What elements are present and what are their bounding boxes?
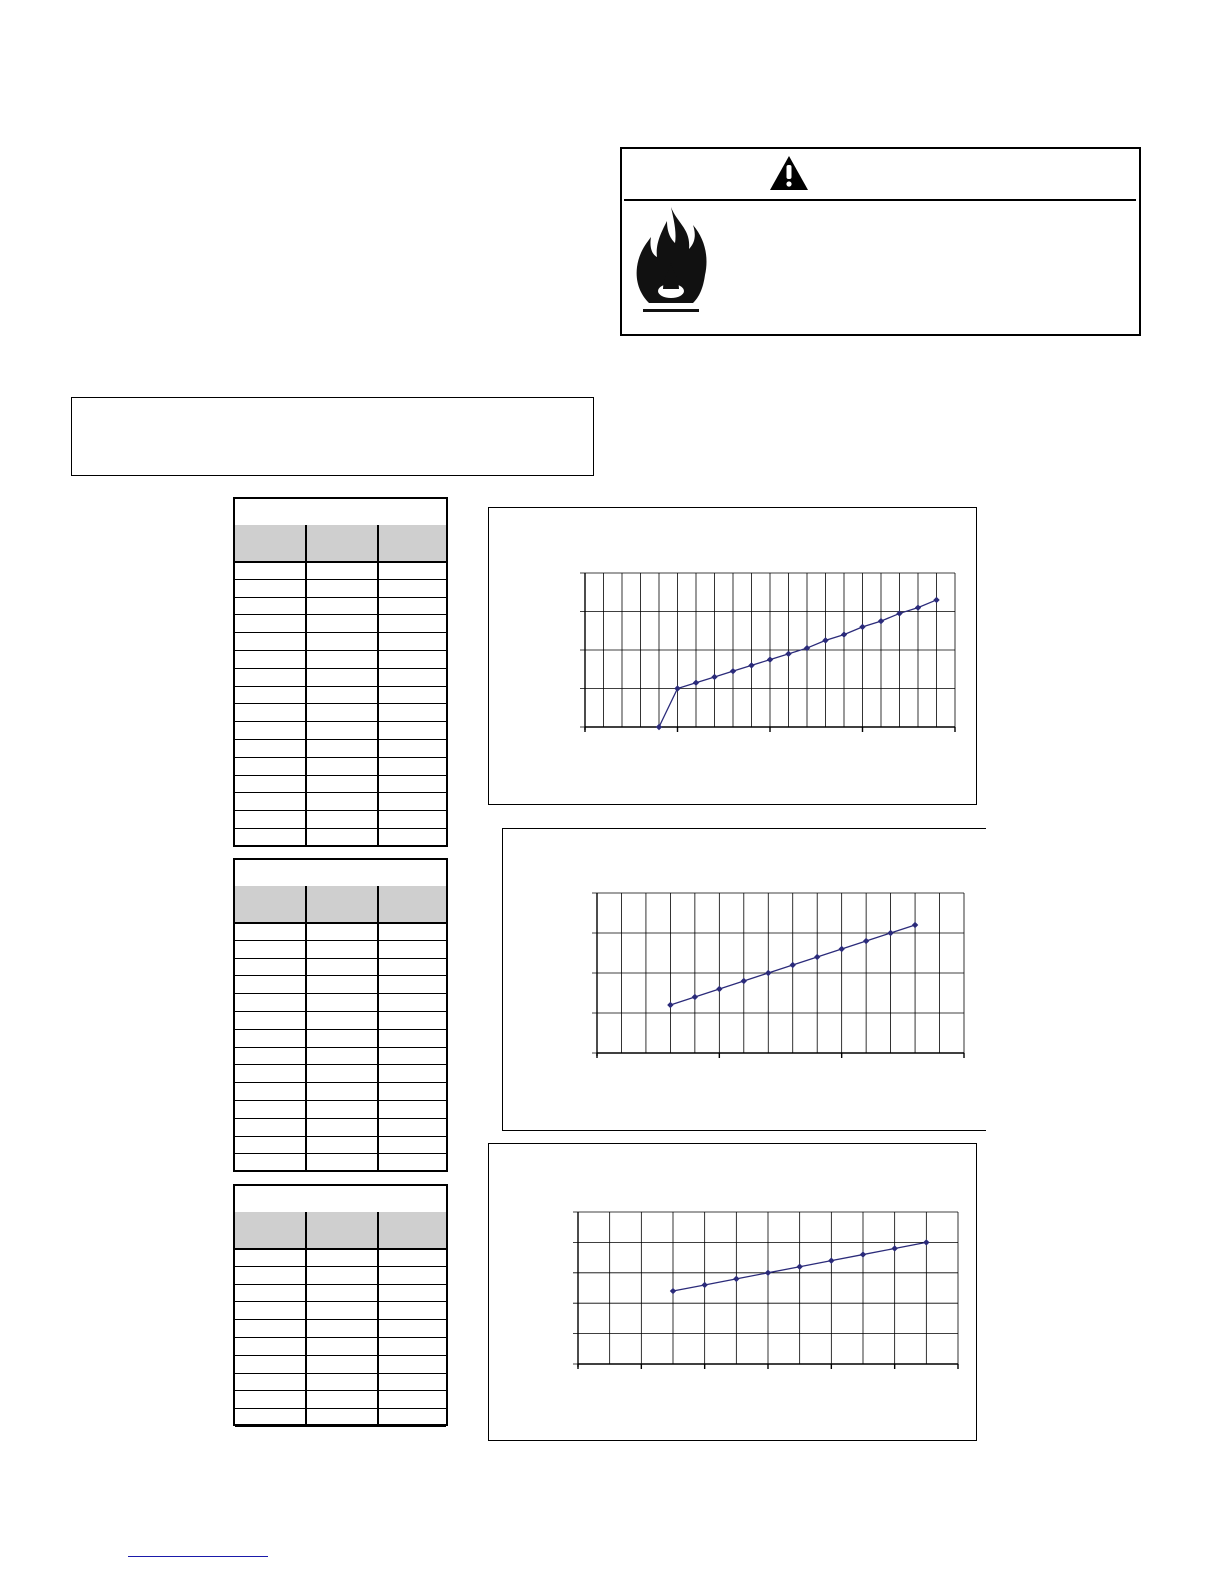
table-title [235,1186,446,1214]
data-point [670,1288,676,1294]
line-chart [503,829,987,1132]
warning-divider [624,199,1136,201]
table-row [235,1082,446,1101]
warning-triangle-icon [769,155,809,191]
table-header-cell [306,525,378,561]
table-row [235,614,446,633]
table-row [235,1373,446,1392]
table-header-cell [306,886,378,922]
table-row [235,958,446,977]
data-point [860,1251,866,1257]
table-row [235,1136,446,1155]
table-row [235,1248,446,1267]
data-point [912,922,918,928]
table-row [235,597,446,616]
data-table [233,497,448,847]
table-row [235,1355,446,1374]
flame-icon [633,205,709,317]
data-table [233,858,448,1172]
table-column-divider [377,886,379,1170]
table-row [235,686,446,705]
table-row [235,703,446,722]
data-point [674,685,680,691]
series-line [659,600,937,727]
table-row [235,1390,446,1409]
chart-frame [488,1143,977,1441]
data-point [667,1002,673,1008]
table-row [235,1266,446,1285]
table-row [235,828,446,847]
table-title [235,499,446,527]
data-point [915,604,921,610]
table-row [235,975,446,994]
data-point [790,962,796,968]
data-point [748,662,754,668]
data-point [767,656,773,662]
data-point [701,1282,707,1288]
data-table [233,1184,448,1426]
table-row [235,1301,446,1320]
table-row [235,579,446,598]
data-point [814,954,820,960]
table-title [235,860,446,888]
data-point [933,597,939,603]
data-point [841,631,847,637]
table-row [235,1011,446,1030]
table-row [235,561,446,580]
table-row [235,1319,446,1338]
data-point [891,1245,897,1251]
table-column-divider [305,1212,307,1424]
data-point [711,674,717,680]
table-row [235,668,446,687]
table-header-cell [235,886,306,922]
table-row [235,721,446,740]
data-point [796,1264,802,1270]
footer-link-underline[interactable] [128,1556,268,1557]
table-row [235,940,446,959]
table-header-cell [378,525,446,561]
table-row [235,1100,446,1119]
table-row [235,1153,446,1172]
table-row [235,1029,446,1048]
line-chart [489,508,978,806]
table-row [235,1408,446,1427]
chart-frame [502,828,986,1131]
data-point [859,624,865,630]
data-point [693,680,699,686]
data-point [730,668,736,674]
table-header-cell [235,525,306,561]
table-row [235,632,446,651]
table-column-divider [305,886,307,1170]
warning-box [620,147,1141,336]
table-row [235,775,446,794]
table-column-divider [377,525,379,845]
note-box [71,397,594,476]
table-column-divider [305,525,307,845]
line-chart [489,1144,978,1442]
data-point [765,970,771,976]
data-point [785,651,791,657]
data-point [887,930,893,936]
table-row [235,1047,446,1066]
table-row [235,1337,446,1356]
data-point [656,724,662,730]
table-header-cell [306,1212,378,1248]
data-point [863,938,869,944]
table-row [235,993,446,1012]
data-point [923,1239,929,1245]
data-point [822,637,828,643]
table-header-cell [235,1212,306,1248]
table-row [235,1118,446,1137]
data-point [692,994,698,1000]
table-row [235,810,446,829]
data-point [741,978,747,984]
table-header-row [235,886,446,924]
table-column-divider [377,1212,379,1424]
data-point [828,1257,834,1263]
table-row [235,922,446,941]
chart-frame [488,507,977,805]
table-header-row [235,1212,446,1250]
table-row [235,757,446,776]
table-row [235,739,446,758]
data-point [838,946,844,952]
data-point [716,986,722,992]
table-header-cell [378,886,446,922]
table-row [235,792,446,811]
table-row [235,650,446,669]
data-point [765,1270,771,1276]
table-row [235,1064,446,1083]
table-header-row [235,525,446,563]
data-point [733,1276,739,1282]
data-point [878,618,884,624]
table-row [235,1284,446,1303]
table-header-cell [378,1212,446,1248]
